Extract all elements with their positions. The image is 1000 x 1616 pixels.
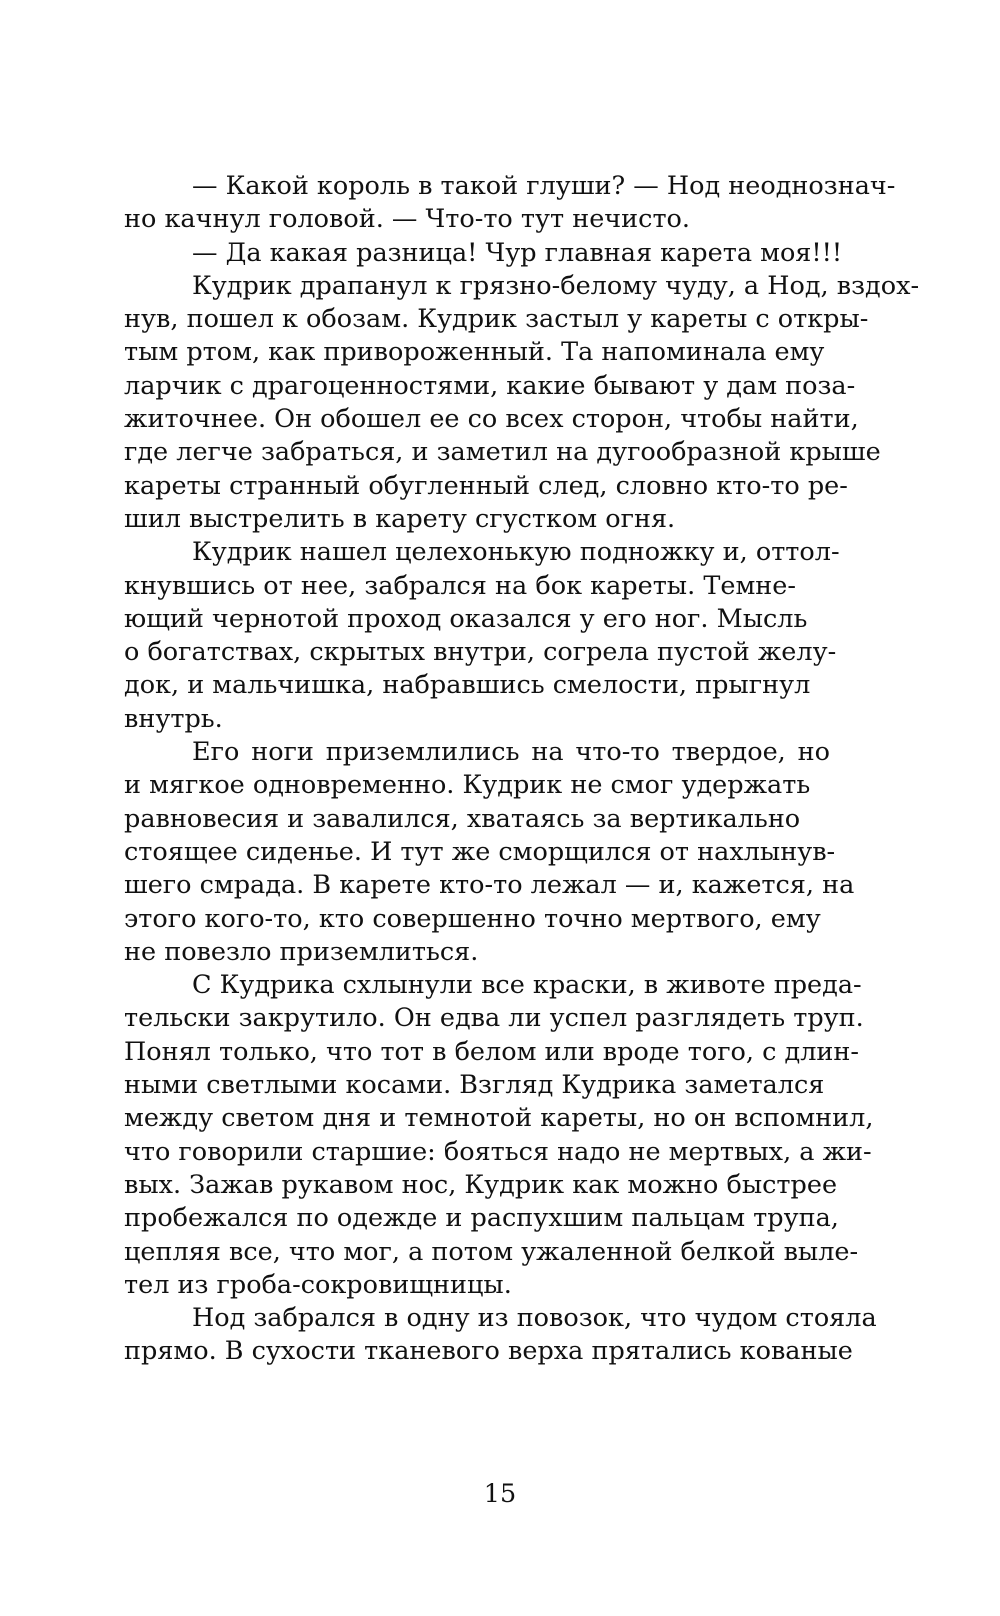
- text-line: шил выстрелить в карету сгустком огня.: [124, 503, 676, 534]
- text-line: равновесия и завалился, хватаясь за вертикально: [124, 803, 801, 834]
- text-line: Кудрик нашел целехонькую подножку и, оттол-: [192, 537, 840, 568]
- paragraph: [124, 969, 874, 1302]
- text-line: нув, пошел к обозам. Кудрик застыл у кареты с откры-: [124, 304, 869, 335]
- text-line: где легче забраться, и заметил на дугообразной крыше: [124, 437, 881, 468]
- text-line: но качнул головой. — Что-то тут нечисто.: [124, 204, 691, 235]
- text-line: что говорили старшие: бояться надо не мертвых, а жи-: [124, 1136, 872, 1167]
- text-line: Понял только, что тот в белом или вроде того, с длин-: [124, 1036, 860, 1067]
- text-line: внутрь.: [124, 703, 223, 734]
- paragraph: [124, 170, 896, 237]
- text-line: кареты странный обугленный след, словно кто-то ре-: [124, 470, 848, 501]
- text-line: тельски закрутило. Он едва ли успел разглядеть труп.: [124, 1003, 864, 1034]
- text-line: этого кого-то, кто совершенно точно мертвого, ему: [124, 903, 821, 934]
- body-text: [124, 170, 920, 1369]
- paragraph: [124, 237, 843, 270]
- text-line: Нод забрался в одну из повозок, что чудом стояла: [192, 1303, 877, 1334]
- text-line: пробежался по одежде и распухшим пальцам трупа,: [124, 1203, 839, 1234]
- text-line: кнувшись от нее, забрался на бок кареты. Темне-: [124, 570, 796, 601]
- text-line: о богатствах, скрытых внутри, согрела пустой желу-: [124, 637, 837, 668]
- text-line: ларчик с драгоценностями, какие бывают у дам поза-: [124, 370, 856, 401]
- page-number: 15: [483, 1479, 517, 1509]
- text-line: и мягкое одновременно. Кудрик не смог удержать: [124, 770, 811, 801]
- text-line: — Какой король в такой глуши? — Нод неоднознач-: [192, 171, 896, 201]
- paragraph: [124, 270, 920, 536]
- text-line: ющий чернотой проход оказался у его ног. Мысль: [124, 603, 808, 634]
- text-line: прямо. В сухости тканевого верха прятались кованые: [124, 1336, 853, 1367]
- text-line: Кудрик драпанул к грязно-белому чуду, а Нод, вздох-: [192, 270, 920, 301]
- paragraph: [124, 1302, 877, 1369]
- paragraph: [124, 536, 840, 736]
- text-line: стоящее сиденье. И тут же сморщился от нахлынув-: [124, 836, 836, 867]
- paragraph: [124, 736, 855, 969]
- text-line: — Да какая разница! Чур главная карета моя!!!: [192, 237, 843, 268]
- text-line: житочнее. Он обошел ее со всех сторон, чтобы найти,: [124, 404, 859, 435]
- text-line: цепляя все, что мог, а потом ужаленной белкой выле-: [124, 1236, 859, 1267]
- text-line: вых. Зажав рукавом нос, Кудрик как можно быстрее: [124, 1169, 838, 1200]
- text-line: док, и мальчишка, набравшись смелости, прыгнул: [124, 670, 811, 701]
- text-line: ными светлыми косами. Взгляд Кудрика заметался: [124, 1070, 825, 1101]
- text-line: Его ноги приземлились на что-то твердое, но: [192, 737, 830, 768]
- text-line: тел из гроба-сокровищницы.: [124, 1269, 512, 1300]
- text-line: не повезло приземлиться.: [124, 936, 479, 967]
- text-line: между светом дня и темнотой кареты, но он вспомнил,: [124, 1103, 874, 1134]
- text-line: шего смрада. В карете кто-то лежал — и, кажется, на: [124, 870, 855, 901]
- text-line: С Кудрика схлынули все краски, в животе преда-: [192, 970, 862, 1001]
- text-line: тым ртом, как привороженный. Та напоминала ему: [124, 337, 825, 368]
